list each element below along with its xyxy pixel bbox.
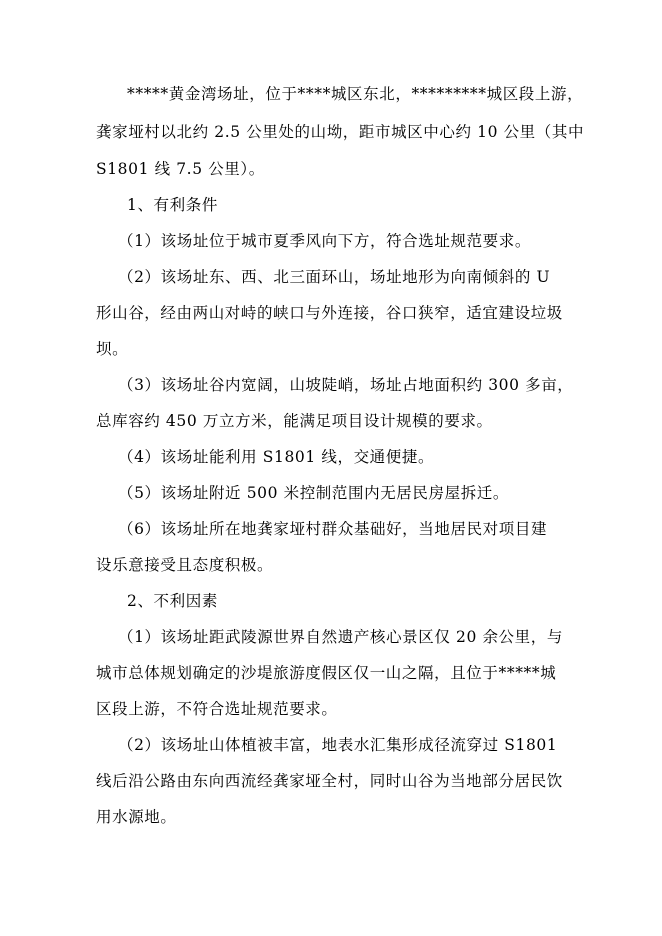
section-1-item-3-line-1: （3）该场址谷内宽阔，山坡陡峭，场址占地面积约 300 多亩， — [118, 376, 574, 394]
section-1-item-2-line-1: （2）该场址东、西、北三面环山，场址地形为向南倾斜的 U — [118, 268, 551, 286]
section-1-item-2-line-3: 坝。 — [96, 340, 129, 358]
section-1-item-4: （4）该场址能利用 S1801 线，交通便捷。 — [118, 448, 435, 466]
section-2-heading: 2、不利因素 — [127, 592, 218, 610]
section-1-item-6-line-1: （6）该场址所在地龚家垭村群众基础好，当地居民对项目建 — [118, 520, 548, 538]
section-2-item-1-line-1: （1）该场址距武陵源世界自然遗产核心景区仅 20 余公里，与 — [118, 628, 563, 646]
section-1-item-2-line-2: 形山谷，经由两山对峙的峡口与外连接，谷口狭窄，适宜建设垃圾 — [96, 304, 563, 322]
section-1-item-3-line-2: 总库容约 450 万立方米，能满足项目设计规模的要求。 — [96, 412, 493, 430]
section-1-item-6-line-2: 设乐意接受且态度积极。 — [96, 556, 274, 574]
section-2-item-2-line-2: 线后沿公路由东向西流经龚家垭全村，同时山谷为当地部分居民饮 — [96, 772, 563, 790]
section-2-item-2-line-1: （2）该场址山体植被丰富，地表水汇集形成径流穿过 S1801 — [118, 736, 558, 754]
section-2-item-1-line-2: 城市总体规划确定的沙堤旅游度假区仅一山之隔，且位于*****城 — [96, 664, 557, 682]
section-1-item-5: （5）该场址附近 500 米控制范围内无居民房屋拆迁。 — [118, 484, 510, 502]
section-1-heading: 1、有利条件 — [127, 196, 218, 214]
intro-line-3: S1801 线 7.5 公里）。 — [96, 160, 265, 178]
section-1-item-1: （1）该场址位于城市夏季风向下方，符合选址规范要求。 — [118, 232, 531, 250]
intro-line-2: 龚家垭村以北约 2.5 公里处的山坳，距市城区中心约 10 公里（其中 — [96, 123, 585, 141]
section-2-item-2-line-3: 用水源地。 — [96, 808, 177, 826]
intro-line-1: *****黄金湾场址，位于****城区东北，*********城区段上游， — [127, 85, 584, 103]
section-2-item-1-line-3: 区段上游，不符合选址规范要求。 — [96, 700, 338, 718]
